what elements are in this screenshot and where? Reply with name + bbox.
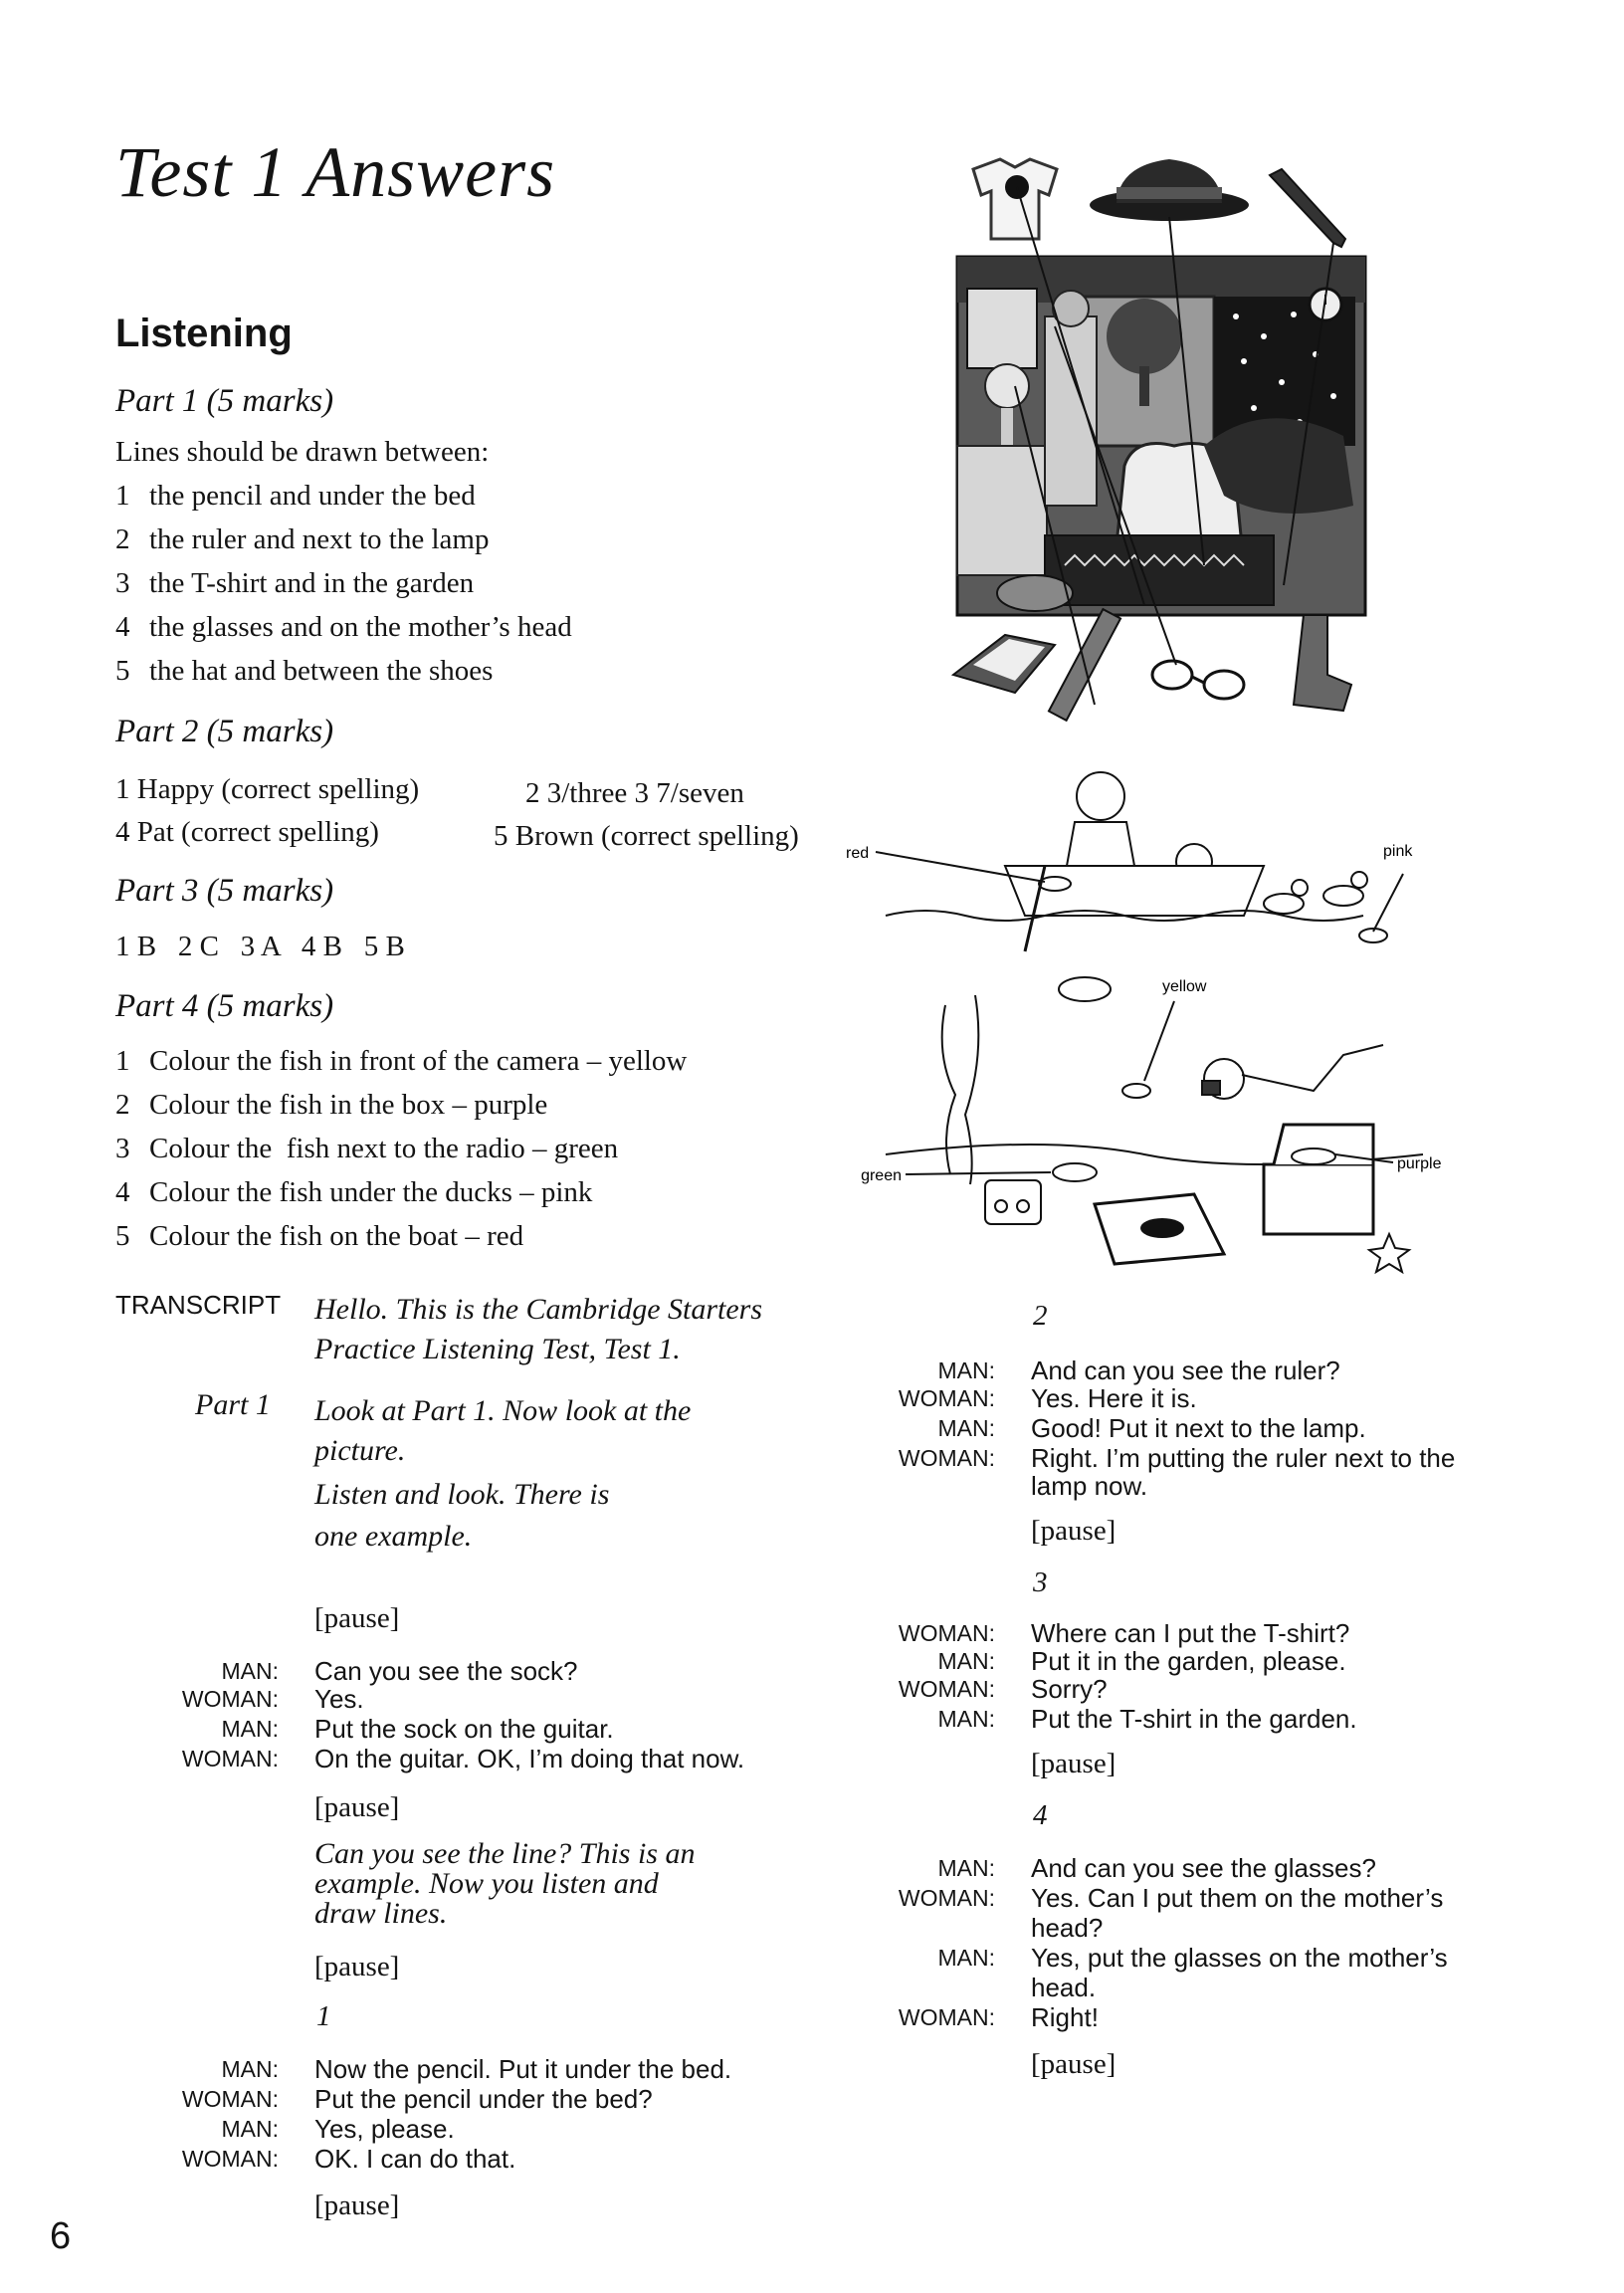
transcript-intro-1: Hello. This is the Cambridge Starters xyxy=(314,1293,763,1326)
question-number: 1 xyxy=(316,2000,331,2032)
part1-list xyxy=(115,474,572,693)
speaker-label: WOMAN: xyxy=(181,1746,279,1772)
dialogue-line: Right. I’m putting the ruler next to the xyxy=(1031,1443,1456,1473)
sock-icon xyxy=(1294,615,1351,711)
pause-marker: [pause] xyxy=(314,2189,400,2221)
fish-icon xyxy=(1059,977,1111,1001)
dialogue-line: Put the sock on the guitar. xyxy=(314,1714,614,1744)
speaker-label: MAN: xyxy=(937,1945,995,1971)
fish-on-boat xyxy=(1039,877,1071,891)
dialogue-line: Where can I put the T-shirt? xyxy=(1031,1618,1350,1648)
part2-answer-4: 4 Pat (correct spelling) xyxy=(115,816,379,848)
part2-answer-2-3: 2 3/three 3 7/seven xyxy=(525,777,744,809)
bedroom-illustration xyxy=(945,147,1413,744)
transcript-label: TRANSCRIPT xyxy=(115,1290,282,1320)
dialogue-line: Can you see the sock? xyxy=(314,1656,578,1686)
pause-marker: [pause] xyxy=(1031,1748,1116,1779)
speaker-label: WOMAN: xyxy=(181,1686,279,1712)
pause-marker: [pause] xyxy=(314,1602,400,1634)
dialogue-line: Put the pencil under the bed? xyxy=(314,2084,653,2114)
treasure-box xyxy=(1264,1164,1373,1234)
speaker-label: WOMAN: xyxy=(898,1385,995,1411)
list-item: 5 Colour the fish on the boat – red xyxy=(115,1220,524,1252)
black-fish xyxy=(1140,1218,1184,1238)
speaker-label: WOMAN: xyxy=(181,2086,279,2112)
question-number: 4 xyxy=(1033,1799,1048,1831)
part2-answer-5: 5 Brown (correct spelling) xyxy=(494,820,799,852)
dialogue-line: And can you see the glasses? xyxy=(1031,1853,1376,1883)
list-item: 4 the glasses and on the mother’s head xyxy=(115,611,572,643)
section-heading: Listening xyxy=(115,312,293,355)
part1-heading: Part 1 (5 marks) xyxy=(115,383,334,419)
part4-heading: Part 4 (5 marks) xyxy=(115,988,334,1024)
diver-figure xyxy=(1202,1045,1383,1099)
dialogue-line: Yes, put the glasses on the mother’s xyxy=(1031,1943,1448,1973)
tshirt-icon xyxy=(973,159,1057,239)
speaker-label: WOMAN: xyxy=(898,1885,995,1911)
dialogue-line: Yes. xyxy=(314,1684,364,1714)
speaker-label: WOMAN: xyxy=(898,1676,995,1702)
list-item: 4 Colour the fish under the ducks – pink xyxy=(115,1176,593,1208)
speaker-label: WOMAN: xyxy=(898,1445,995,1471)
label-green: green xyxy=(861,1167,902,1184)
part3-answers: 1 B 2 C 3 A 4 B 5 B xyxy=(115,931,405,962)
drawers xyxy=(957,446,1047,575)
list-item: 3 Colour the fish next to the radio – green xyxy=(115,1133,619,1164)
line-note-2: example. Now you listen and xyxy=(314,1867,659,1900)
list-item: 2 Colour the fish in the box – purple xyxy=(115,1089,548,1121)
dialogue-line: Right! xyxy=(1031,2002,1099,2032)
speaker-label: MAN: xyxy=(937,1855,995,1881)
fish-next-to-radio xyxy=(1053,1163,1097,1181)
pause-marker: [pause] xyxy=(314,1951,400,1982)
speaker-label: MAN: xyxy=(937,1706,995,1732)
starfish-icon xyxy=(1369,1234,1409,1272)
hat-icon xyxy=(1090,159,1249,221)
label-purple: purple xyxy=(1397,1155,1442,1172)
rug xyxy=(1045,535,1274,605)
speaker-label: MAN: xyxy=(221,1658,279,1684)
pause-marker: [pause] xyxy=(1031,2048,1116,2080)
pencil-icon xyxy=(1270,169,1345,247)
speaker-label: WOMAN: xyxy=(898,1620,995,1646)
mother-figure xyxy=(1045,316,1097,506)
part4-list xyxy=(115,1039,687,1258)
pause-marker: [pause] xyxy=(314,1791,400,1823)
speaker-label: MAN: xyxy=(937,1648,995,1674)
speaker-label: WOMAN: xyxy=(898,2004,995,2030)
guitar-icon xyxy=(997,575,1073,611)
list-item: 5 the hat and between the shoes xyxy=(115,655,494,687)
dialogue-line: OK. I can do that. xyxy=(314,2144,516,2174)
speaker-label: WOMAN: xyxy=(181,2146,279,2172)
line-note-3: draw lines. xyxy=(314,1897,448,1930)
eye-chart xyxy=(967,289,1037,368)
dialogue-line: Put the T-shirt in the garden. xyxy=(1031,1704,1357,1734)
lamp-icon xyxy=(985,364,1029,408)
dialogue-line: Yes. Can I put them on the mother’s xyxy=(1031,1883,1444,1913)
speaker-label: MAN: xyxy=(221,1716,279,1742)
label-pink: pink xyxy=(1383,843,1413,860)
dialogue-line: head? xyxy=(1031,1913,1104,1943)
list-item: 2 the ruler and next to the lamp xyxy=(115,523,490,555)
transcript-instruction-2: picture. xyxy=(314,1434,406,1467)
girl-figure xyxy=(1077,772,1124,820)
speaker-label: MAN: xyxy=(221,2116,279,2142)
glasses-icon xyxy=(1152,661,1244,699)
underwater-illustration xyxy=(846,756,1443,1274)
line-note-1: Can you see the line? This is an xyxy=(314,1837,696,1870)
label-yellow: yellow xyxy=(1162,978,1207,995)
transcript-instruction-4: one example. xyxy=(314,1520,473,1553)
question-number: 3 xyxy=(1033,1566,1048,1598)
transcript-part-label: Part 1 xyxy=(195,1388,271,1421)
transcript-instruction-1: Look at Part 1. Now look at the xyxy=(314,1394,692,1427)
part3-heading: Part 3 (5 marks) xyxy=(115,873,334,909)
speaker-label: MAN: xyxy=(937,1415,995,1441)
dialogue-line: Put it in the garden, please. xyxy=(1031,1646,1346,1676)
dialogue-line: On the guitar. OK, I’m doing that now. xyxy=(314,1744,745,1773)
speaker-label: MAN: xyxy=(937,1357,995,1383)
dialogue-line: And can you see the ruler? xyxy=(1031,1355,1340,1385)
part1-intro: Lines should be drawn between: xyxy=(115,436,490,468)
list-item: 1 Colour the fish in front of the camera – yellow xyxy=(115,1045,688,1077)
label-red: red xyxy=(846,845,870,862)
list-item: 3 the T-shirt and in the garden xyxy=(115,567,475,599)
fish-in-box xyxy=(1292,1148,1335,1164)
dialogue-line: Sorry? xyxy=(1031,1674,1108,1704)
fish-front-of-camera xyxy=(1122,1084,1150,1098)
part2-answer-1: 1 Happy (correct spelling) xyxy=(115,773,420,805)
question-number: 2 xyxy=(1033,1300,1048,1332)
dialogue-line: Now the pencil. Put it under the bed. xyxy=(314,2054,732,2084)
seaweed xyxy=(942,995,979,1184)
page-title: Test 1 Answers xyxy=(115,132,556,212)
dialogue-line: Yes, please. xyxy=(314,2114,455,2144)
dialogue-line: lamp now. xyxy=(1031,1471,1148,1501)
dialogue-line: Good! Put it next to the lamp. xyxy=(1031,1413,1366,1443)
page-number: 6 xyxy=(50,2215,72,2257)
ducks xyxy=(1264,872,1367,914)
radio-icon xyxy=(985,1180,1041,1224)
dialogue-line: Yes. Here it is. xyxy=(1031,1383,1197,1413)
pause-marker: [pause] xyxy=(1031,1515,1116,1547)
list-item: 1 the pencil and under the bed xyxy=(115,480,476,512)
transcript-instruction-3: Listen and look. There is xyxy=(314,1478,610,1511)
part2-heading: Part 2 (5 marks) xyxy=(115,714,334,749)
transcript-intro-2: Practice Listening Test, Test 1. xyxy=(314,1333,681,1365)
speaker-label: MAN: xyxy=(221,2056,279,2082)
dialogue-line: head. xyxy=(1031,1973,1097,2002)
